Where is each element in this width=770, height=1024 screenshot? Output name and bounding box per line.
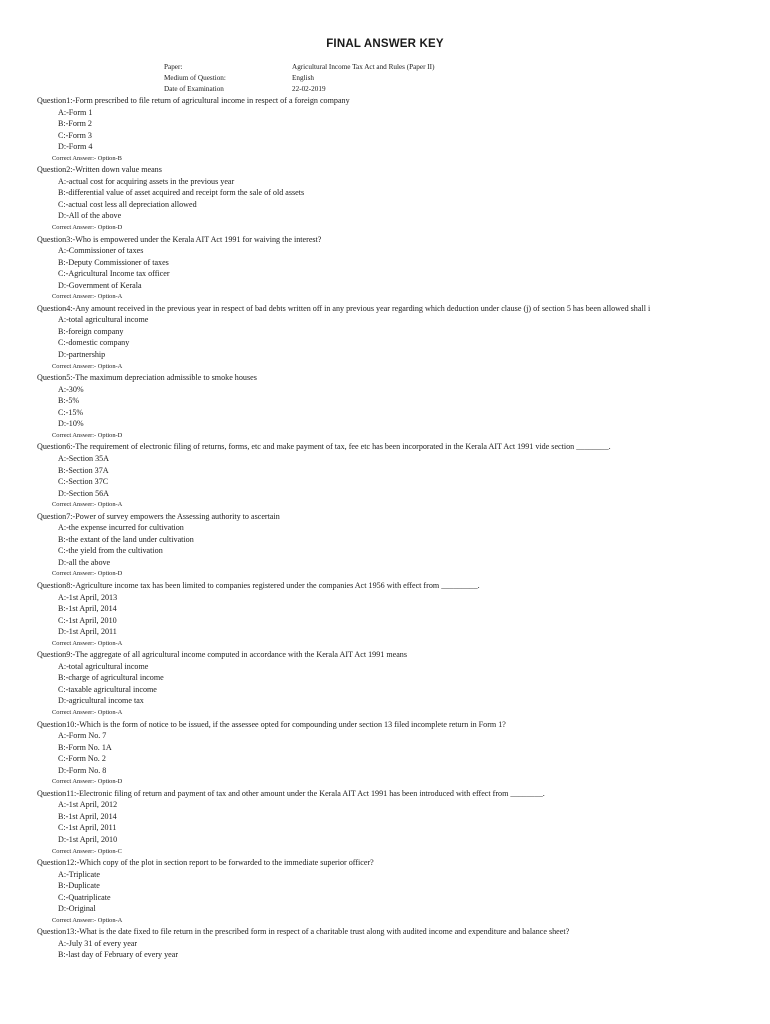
- answer-option: C:-Quatriplicate: [58, 892, 111, 902]
- answer-option: A:-total agricultural income: [58, 661, 149, 671]
- correct-answer: Correct Answer:- Option-A: [52, 708, 123, 716]
- exam-meta: [164, 62, 434, 95]
- answer-option: A:-Form 1: [58, 107, 93, 117]
- correct-answer: Correct Answer:- Option-D: [52, 224, 123, 232]
- answer-option: C:-1st April, 2011: [58, 823, 117, 833]
- answer-option: A:-Triplicate: [58, 869, 100, 879]
- answer-option: C:-Form No. 2: [58, 754, 106, 764]
- question-text: Question4:-Any amount received in the previous year in respect of bad debts written off in any previous year regarding which deduction under clause (j) of section 5 has been allowed shall i: [37, 303, 651, 313]
- question-block: [37, 95, 767, 164]
- correct-answer: Correct Answer:- Option-A: [52, 501, 123, 509]
- correct-answer: Correct Answer:- Option-A: [52, 916, 123, 924]
- meta-label: Medium of Question:: [164, 74, 226, 82]
- correct-answer: Correct Answer:- Option-C: [52, 847, 122, 855]
- answer-option: D:-agricultural income tax: [58, 696, 144, 706]
- answer-option: B:-the extant of the land under cultivation: [58, 534, 194, 544]
- answer-option: A:-total agricultural income: [58, 315, 149, 325]
- answer-option: D:-1st April, 2011: [58, 627, 117, 637]
- meta-row-date: [164, 84, 434, 95]
- question-text: Question11:-Electronic filing of return and payment of tax and other amount under the Kerala AIT Act 1991 has been introduced with effect from ________.: [37, 788, 545, 798]
- meta-value: English: [292, 74, 314, 82]
- answer-option: C:-Section 37C: [58, 477, 109, 487]
- correct-answer: Correct Answer:- Option-D: [52, 431, 123, 439]
- question-block: [37, 719, 767, 788]
- answer-option: A:-Section 35A: [58, 453, 110, 463]
- answer-option: D:-Form No. 8: [58, 765, 107, 775]
- answer-option: C:-Form 3: [58, 130, 92, 140]
- question-text: Question6:-The requirement of electronic filing of returns, forms, etc and make payment of tax, fee etc has been incorporated in the Kerala AIT Act 1991 vide section ________.: [37, 442, 611, 452]
- meta-value: Agricultural Income Tax Act and Rules (Paper II): [292, 63, 435, 71]
- question-block: [37, 303, 767, 372]
- correct-answer: Correct Answer:- Option-B: [52, 154, 122, 162]
- answer-option: B:-Section 37A: [58, 465, 109, 475]
- answer-option: C:-1st April, 2010: [58, 615, 117, 625]
- answer-option: B:-Form No. 1A: [58, 742, 112, 752]
- correct-answer: Correct Answer:- Option-D: [52, 570, 123, 578]
- answer-option: D:-partnership: [58, 350, 106, 360]
- answer-option: A:-Commissioner of taxes: [58, 246, 144, 256]
- answer-option: D:-all the above: [58, 557, 111, 567]
- answer-option: A:-Form No. 7: [58, 731, 107, 741]
- correct-answer: Correct Answer:- Option-D: [52, 778, 123, 786]
- answer-option: A:-1st April, 2012: [58, 800, 118, 810]
- meta-value: 22-02-2019: [292, 85, 326, 93]
- question-block: [37, 441, 767, 510]
- question-text: Question12:-Which copy of the plot in section report to be forwarded to the immediate superior officer?: [37, 858, 374, 868]
- answer-option: B:-5%: [58, 396, 80, 406]
- question-text: Question7:-Power of survey empowers the Assessing authority to ascertain: [37, 511, 280, 521]
- answer-option: D:-Form 4: [58, 142, 93, 152]
- answer-option: B:-Deputy Commissioner of taxes: [58, 257, 169, 267]
- question-block: [37, 649, 767, 718]
- answer-option: D:-All of the above: [58, 211, 122, 221]
- answer-option: D:-Section 56A: [58, 488, 110, 498]
- answer-option: A:-the expense incurred for cultivation: [58, 523, 184, 533]
- meta-row-paper: [164, 62, 434, 73]
- question-block: [37, 511, 767, 580]
- meta-label: Date of Examination: [164, 85, 224, 93]
- answer-option: D:-Original: [58, 904, 96, 914]
- question-block: [37, 164, 767, 233]
- answer-option: A:-1st April, 2013: [58, 592, 118, 602]
- answer-option: B:-Form 2: [58, 119, 92, 129]
- answer-option: D:-10%: [58, 419, 84, 429]
- question-text: Question9:-The aggregate of all agricultural income computed in accordance with the Kerala AIT Act 1991 means: [37, 650, 408, 660]
- question-block: [37, 580, 767, 649]
- answer-option: B:-differential value of asset acquired and receipt form the sale of old assets: [58, 188, 305, 198]
- meta-label: Paper:: [164, 63, 183, 71]
- answer-option: B:-1st April, 2014: [58, 604, 117, 614]
- answer-option: A:-actual cost for acquiring assets in the previous year: [58, 176, 235, 186]
- question-text: Question1:-Form prescribed to file return of agricultural income in respect of a foreign company: [37, 96, 350, 105]
- answer-option: C:-15%: [58, 407, 84, 417]
- question-block: [37, 857, 767, 926]
- question-text: Question10:-Which is the form of notice to be issued, if the assessee opted for compounding under section 13 filed incomplete return in Form 1?: [37, 719, 506, 729]
- answer-option: C:-taxable agricultural income: [58, 684, 157, 694]
- answer-option: A:-30%: [58, 384, 84, 394]
- question-block: [37, 788, 767, 857]
- question-block: [37, 234, 767, 303]
- question-text: Question13:-What is the date fixed to file return in the prescribed form in respect of a charitable trust along with audited income and expenditure and balance sheet?: [37, 927, 570, 937]
- answer-option: C:-Agricultural Income tax officer: [58, 269, 170, 279]
- meta-row-medium: [164, 73, 434, 84]
- answer-option: B:-charge of agricultural income: [58, 673, 164, 683]
- answer-option: C:-actual cost less all depreciation allowed: [58, 199, 197, 209]
- question-text: Question5:-The maximum depreciation admissible to smoke houses: [37, 373, 257, 383]
- correct-answer: Correct Answer:- Option-A: [52, 293, 123, 301]
- question-text: Question3:-Who is empowered under the Kerala AIT Act 1991 for waiving the interest?: [37, 234, 322, 244]
- answer-option: A:-July 31 of every year: [58, 938, 138, 948]
- answer-option: C:-the yield from the cultivation: [58, 546, 163, 556]
- question-list: [37, 95, 767, 961]
- answer-option: B:-1st April, 2014: [58, 811, 117, 821]
- answer-option: B:-Duplicate: [58, 881, 100, 891]
- question-block: [37, 372, 767, 441]
- correct-answer: Correct Answer:- Option-A: [52, 362, 123, 370]
- answer-option: D:-1st April, 2010: [58, 835, 118, 844]
- question-block: [37, 926, 767, 961]
- question-text: Question8:-Agriculture income tax has been limited to companies registered under the companies Act 1956 with effect from _________.: [37, 580, 480, 590]
- answer-option: B:-foreign company: [58, 326, 124, 336]
- answer-option: B:-last day of February of every year: [58, 950, 179, 960]
- answer-option: D:-Government of Kerala: [58, 280, 142, 290]
- answer-option: C:-domestic company: [58, 338, 130, 348]
- question-text: Question2:-Written down value means: [37, 165, 162, 175]
- page-title: FINAL ANSWER KEY: [326, 38, 444, 50]
- correct-answer: Correct Answer:- Option-A: [52, 639, 123, 647]
